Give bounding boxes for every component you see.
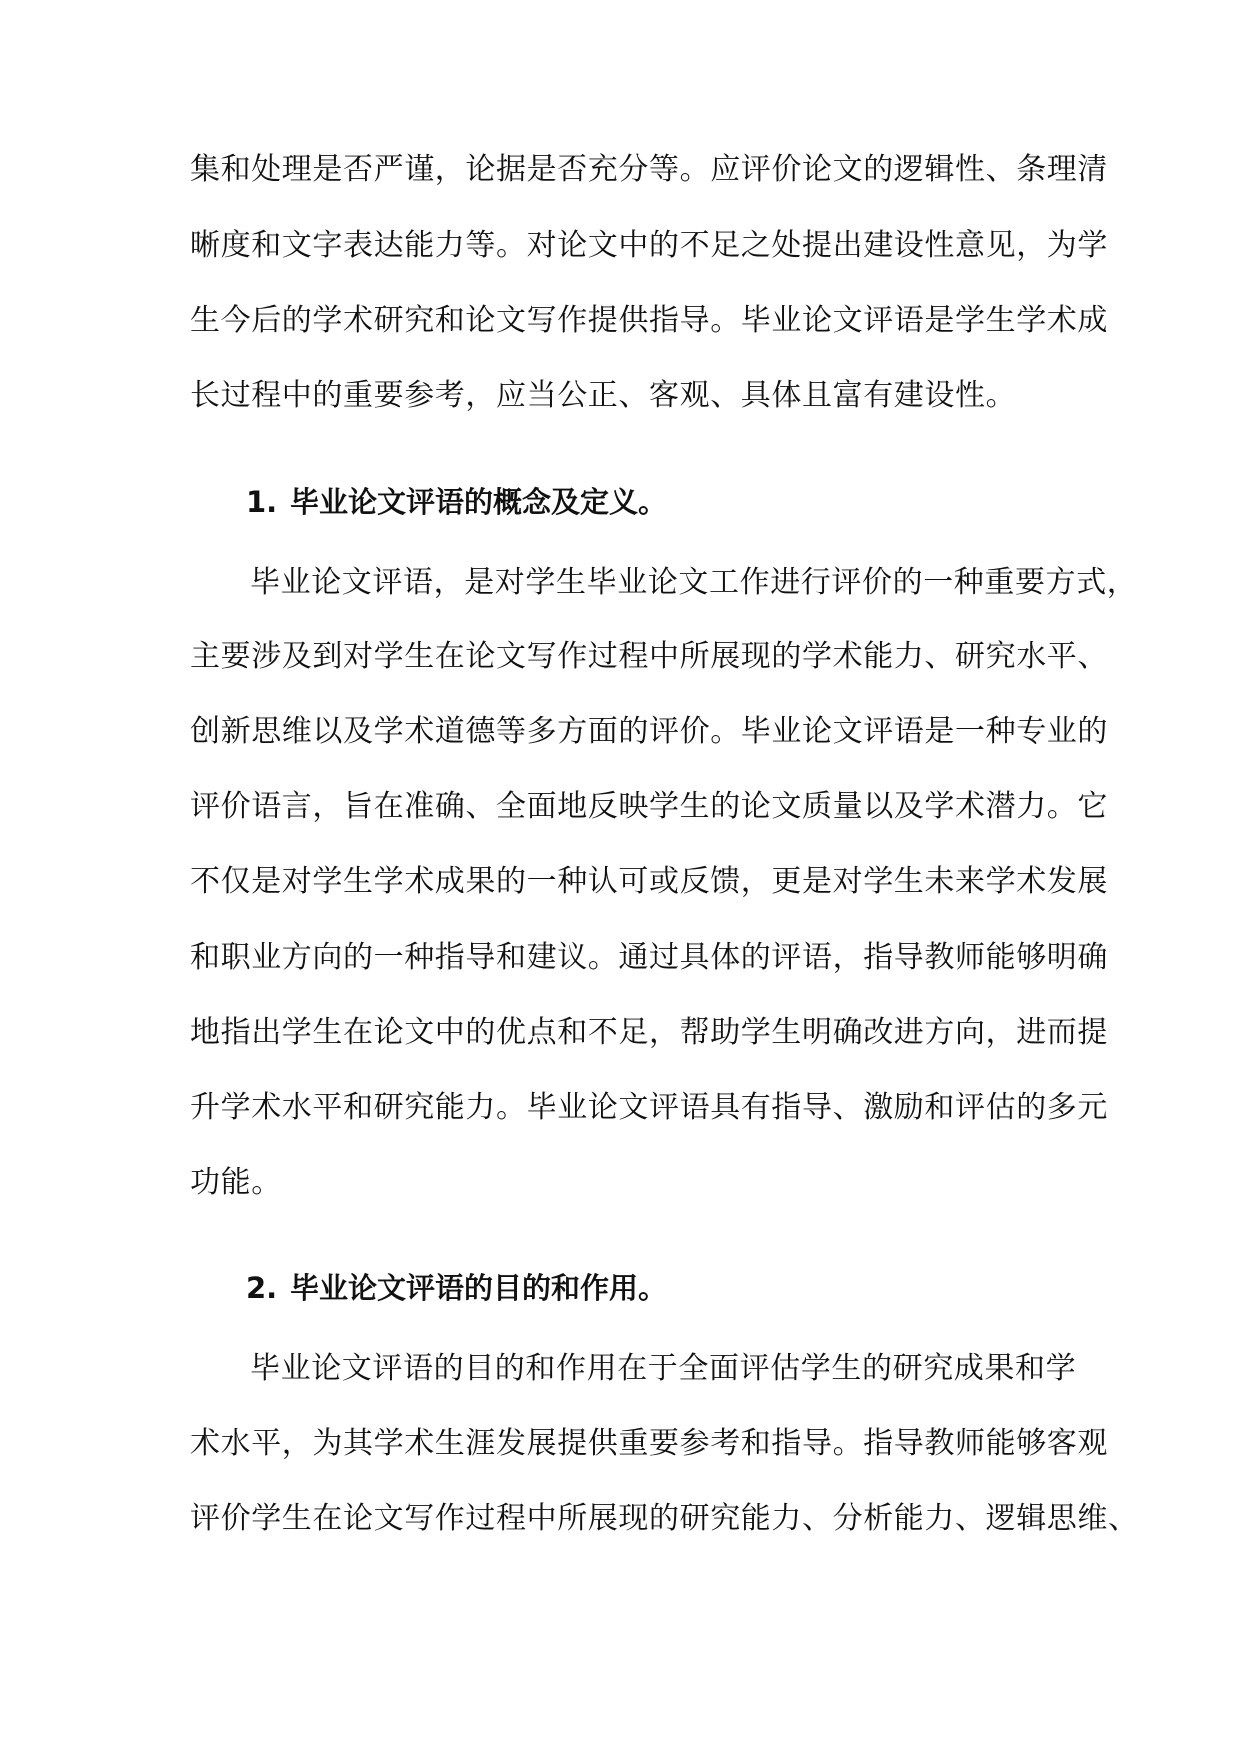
paragraph-line: 地指出学生在论文中的优点和不足，帮助学生明确改进方向，进而提 — [190, 1015, 1108, 1050]
paragraph-line: 毕业论文评语，是对学生毕业论文工作进行评价的一种重要方式， — [250, 565, 1138, 600]
paragraph-line: 功能。 — [190, 1165, 282, 1200]
section-title: 毕业论文评语的目的和作用。 — [290, 1271, 668, 1305]
section-heading-2 — [246, 1268, 667, 1308]
paragraph-line: 升学术水平和研究能力。毕业论文评语具有指导、激励和评估的多元 — [190, 1090, 1108, 1125]
section-heading-1 — [246, 482, 667, 522]
paragraph-line: 评价学生在论文写作过程中所展现的研究能力、分析能力、逻辑思维、 — [190, 1501, 1139, 1536]
paragraph-line: 术水平，为其学术生涯发展提供重要参考和指导。指导教师能够客观 — [190, 1426, 1108, 1461]
section-number: 2. — [246, 1271, 278, 1305]
paragraph-line: 生今后的学术研究和论文写作提供指导。毕业论文评语是学生学术成 — [190, 303, 1108, 338]
paragraph-line: 毕业论文评语的目的和作用在于全面评估学生的研究成果和学 — [250, 1351, 1077, 1386]
paragraph-line: 评价语言，旨在准确、全面地反映学生的论文质量以及学术潜力。它 — [190, 789, 1108, 824]
paragraph-line: 和职业方向的一种指导和建议。通过具体的评语，指导教师能够明确 — [190, 940, 1108, 975]
paragraph-line: 不仅是对学生学术成果的一种认可或反馈，更是对学生未来学术发展 — [190, 864, 1108, 899]
paragraph-line: 主要涉及到对学生在论文写作过程中所展现的学术能力、研究水平、 — [190, 639, 1108, 674]
paragraph-line: 集和处理是否严谨，论据是否充分等。应评价论文的逻辑性、条理清 — [190, 152, 1108, 187]
paragraph-line: 晰度和文字表达能力等。对论文中的不足之处提出建设性意见，为学 — [190, 228, 1108, 263]
paragraph-line: 长过程中的重要参考，应当公正、客观、具体且富有建设性。 — [190, 378, 1017, 413]
section-title: 毕业论文评语的概念及定义。 — [290, 485, 668, 519]
section-number: 1. — [246, 485, 278, 519]
paragraph-line: 创新思维以及学术道德等多方面的评价。毕业论文评语是一种专业的 — [190, 714, 1108, 749]
